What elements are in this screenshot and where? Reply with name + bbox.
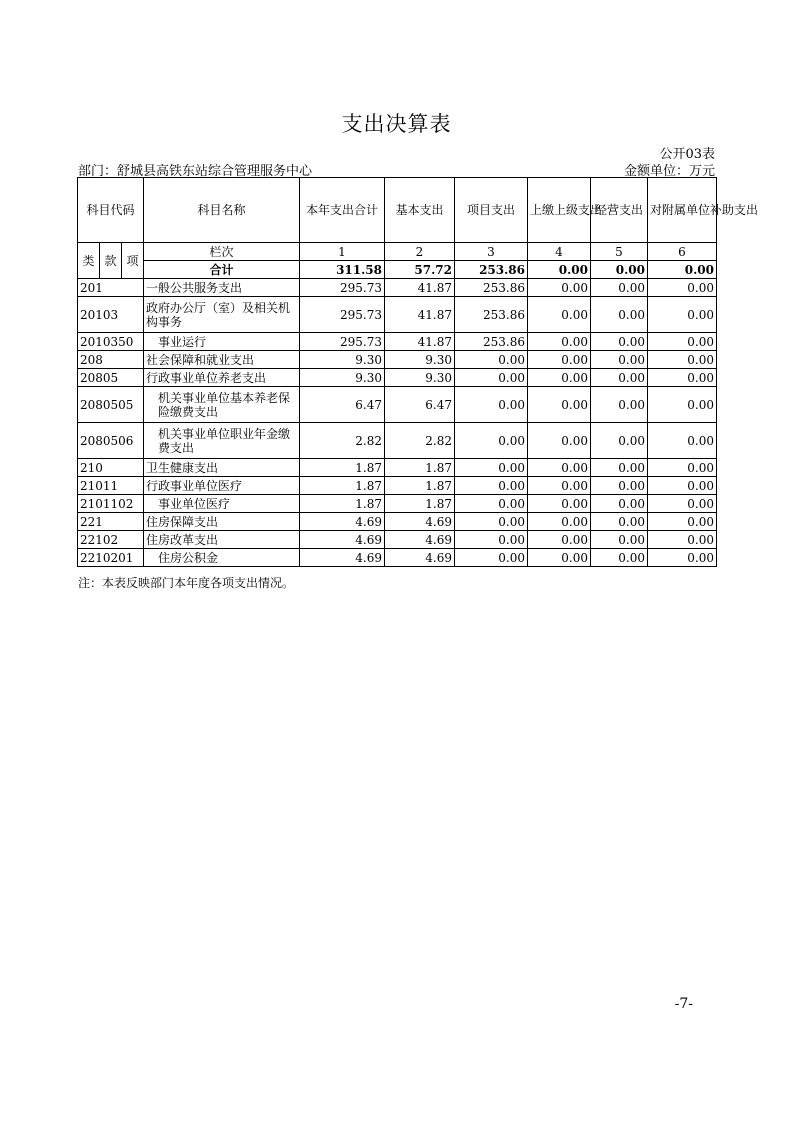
cell-project: 0.00	[455, 549, 528, 567]
cell-code: 21011	[78, 477, 144, 495]
cell-remit-superior: 0.00	[528, 351, 591, 369]
cell-operating: 0.00	[591, 261, 648, 279]
cell-subsidiary-grant: 0.00	[648, 297, 717, 333]
column-number: 2	[385, 243, 455, 261]
table-row	[78, 297, 717, 333]
cell-subsidiary-grant: 0.00	[648, 459, 717, 477]
cell-total: 2.82	[300, 423, 385, 459]
header-basic: 基本支出	[385, 178, 455, 243]
cell-subsidiary-grant: 0.00	[648, 423, 717, 459]
cell-subsidiary-grant: 0.00	[648, 549, 717, 567]
cell-total: 9.30	[300, 369, 385, 387]
cell-remit-superior: 0.00	[528, 459, 591, 477]
cell-project: 0.00	[455, 369, 528, 387]
total-row	[78, 261, 717, 279]
cell-project: 0.00	[455, 531, 528, 549]
cell-code: 2210201	[78, 549, 144, 567]
cell-subsidiary-grant: 0.00	[648, 279, 717, 297]
table-row	[78, 495, 717, 513]
cell-name: 行政事业单位养老支出	[144, 369, 300, 387]
header-lei: 类	[78, 243, 100, 279]
page-title: 支出决算表	[341, 112, 452, 136]
column-number: 3	[455, 243, 528, 261]
cell-basic: 41.87	[385, 333, 455, 351]
cell-operating: 0.00	[591, 423, 648, 459]
header-subsidiary-grant: 对附属单位补助支出	[648, 178, 717, 243]
cell-project: 0.00	[455, 459, 528, 477]
cell-subsidiary-grant: 0.00	[648, 513, 717, 531]
cell-operating: 0.00	[591, 279, 648, 297]
cell-subsidiary-grant: 0.00	[648, 261, 717, 279]
cell-basic: 2.82	[385, 423, 455, 459]
header-operating: 经营支出	[591, 178, 648, 243]
cell-code: 2080505	[78, 387, 144, 423]
cell-code: 2101102	[78, 495, 144, 513]
cell-code: 22102	[78, 531, 144, 549]
cell-remit-superior: 0.00	[528, 495, 591, 513]
cell-remit-superior: 0.00	[528, 369, 591, 387]
cell-basic: 57.72	[385, 261, 455, 279]
cell-code: 208	[78, 351, 144, 369]
cell-remit-superior: 0.00	[528, 513, 591, 531]
table-row	[78, 549, 717, 567]
cell-project: 253.86	[455, 279, 528, 297]
cell-project: 0.00	[455, 423, 528, 459]
cell-remit-superior: 0.00	[528, 261, 591, 279]
cell-basic: 9.30	[385, 369, 455, 387]
cell-basic: 4.69	[385, 513, 455, 531]
header-project: 项目支出	[455, 178, 528, 243]
form-number: 公开03表	[659, 147, 715, 162]
cell-basic: 4.69	[385, 549, 455, 567]
cell-total: 295.73	[300, 279, 385, 297]
table-row	[78, 531, 717, 549]
cell-subsidiary-grant: 0.00	[648, 495, 717, 513]
cell-basic: 41.87	[385, 297, 455, 333]
cell-remit-superior: 0.00	[528, 279, 591, 297]
cell-total: 4.69	[300, 549, 385, 567]
cell-project: 0.00	[455, 351, 528, 369]
table-row	[78, 387, 717, 423]
cell-operating: 0.00	[591, 297, 648, 333]
cell-operating: 0.00	[591, 387, 648, 423]
column-number: 5	[591, 243, 648, 261]
cell-operating: 0.00	[591, 531, 648, 549]
cell-name: 行政事业单位医疗	[144, 477, 300, 495]
cell-basic: 1.87	[385, 477, 455, 495]
cell-name: 事业单位医疗	[144, 495, 300, 513]
amount-unit-label: 金额单位：万元	[623, 164, 715, 179]
cell-basic: 9.30	[385, 351, 455, 369]
table-row	[78, 279, 717, 297]
department-label: 部门：舒城县高铁东站综合管理服务中心	[78, 164, 313, 179]
cell-remit-superior: 0.00	[528, 387, 591, 423]
cell-total: 1.87	[300, 459, 385, 477]
cell-name: 住房公积金	[144, 549, 300, 567]
cell-name: 住房改革支出	[144, 531, 300, 549]
cell-total: 4.69	[300, 513, 385, 531]
cell-project: 0.00	[455, 495, 528, 513]
cell-code: 20805	[78, 369, 144, 387]
cell-remit-superior: 0.00	[528, 477, 591, 495]
cell-name: 事业运行	[144, 333, 300, 351]
header-code: 科目代码	[78, 178, 144, 243]
header-row	[78, 178, 717, 243]
header-xiang: 项	[122, 243, 144, 279]
cell-total: 1.87	[300, 477, 385, 495]
cell-operating: 0.00	[591, 477, 648, 495]
cell-total: 295.73	[300, 333, 385, 351]
cell-basic: 1.87	[385, 495, 455, 513]
table-row	[78, 513, 717, 531]
cell-remit-superior: 0.00	[528, 549, 591, 567]
cell-total: 311.58	[300, 261, 385, 279]
cell-name: 机关事业单位基本养老保险缴费支出	[144, 387, 300, 423]
cell-basic: 6.47	[385, 387, 455, 423]
column-number: 4	[528, 243, 591, 261]
table-row	[78, 423, 717, 459]
cell-code: 20103	[78, 297, 144, 333]
cell-total: 4.69	[300, 531, 385, 549]
cell-operating: 0.00	[591, 369, 648, 387]
cell-code: 221	[78, 513, 144, 531]
header-kuan: 款	[100, 243, 122, 279]
table-row	[78, 351, 717, 369]
cell-operating: 0.00	[591, 549, 648, 567]
cell-basic: 41.87	[385, 279, 455, 297]
column-number-row	[78, 243, 717, 261]
cell-project: 253.86	[455, 297, 528, 333]
cell-operating: 0.00	[591, 459, 648, 477]
cell-operating: 0.00	[591, 513, 648, 531]
column-number-label: 栏次	[144, 243, 300, 261]
table-row	[78, 369, 717, 387]
cell-code: 210	[78, 459, 144, 477]
column-number: 6	[648, 243, 717, 261]
cell-remit-superior: 0.00	[528, 423, 591, 459]
column-number: 1	[300, 243, 385, 261]
table-row	[78, 477, 717, 495]
cell-subsidiary-grant: 0.00	[648, 387, 717, 423]
expenditure-table	[77, 177, 759, 567]
cell-remit-superior: 0.00	[528, 297, 591, 333]
cell-name: 社会保障和就业支出	[144, 351, 300, 369]
cell-project: 0.00	[455, 477, 528, 495]
cell-project: 0.00	[455, 387, 528, 423]
cell-name: 住房保障支出	[144, 513, 300, 531]
cell-remit-superior: 0.00	[528, 531, 591, 549]
header-name: 科目名称	[144, 178, 300, 243]
cell-total: 1.87	[300, 495, 385, 513]
cell-project: 0.00	[455, 513, 528, 531]
cell-name: 机关事业单位职业年金缴费支出	[144, 423, 300, 459]
cell-subsidiary-grant: 0.00	[648, 333, 717, 351]
cell-total: 6.47	[300, 387, 385, 423]
cell-subsidiary-grant: 0.00	[648, 351, 717, 369]
header-remit-superior: 上缴上级支出	[528, 178, 591, 243]
cell-subsidiary-grant: 0.00	[648, 369, 717, 387]
cell-remit-superior: 0.00	[528, 333, 591, 351]
cell-code: 2010350	[78, 333, 144, 351]
cell-total: 295.73	[300, 297, 385, 333]
cell-operating: 0.00	[591, 333, 648, 351]
cell-project: 253.86	[455, 261, 528, 279]
cell-code: 2080506	[78, 423, 144, 459]
cell-code: 201	[78, 279, 144, 297]
table-row	[78, 333, 717, 351]
cell-basic: 1.87	[385, 459, 455, 477]
cell-subsidiary-grant: 0.00	[648, 477, 717, 495]
cell-project: 253.86	[455, 333, 528, 351]
cell-operating: 0.00	[591, 495, 648, 513]
cell-name: 政府办公厅（室）及相关机构事务	[144, 297, 300, 333]
cell-basic: 4.69	[385, 531, 455, 549]
table-note: 注：本表反映部门本年度各项支出情况。	[78, 576, 295, 590]
header-total: 本年支出合计	[300, 178, 385, 243]
total-label: 合计	[144, 261, 300, 279]
cell-name: 一般公共服务支出	[144, 279, 300, 297]
cell-name: 卫生健康支出	[144, 459, 300, 477]
cell-subsidiary-grant: 0.00	[648, 531, 717, 549]
cell-operating: 0.00	[591, 351, 648, 369]
cell-total: 9.30	[300, 351, 385, 369]
table-row	[78, 459, 717, 477]
page-number: -7-	[674, 996, 693, 1012]
